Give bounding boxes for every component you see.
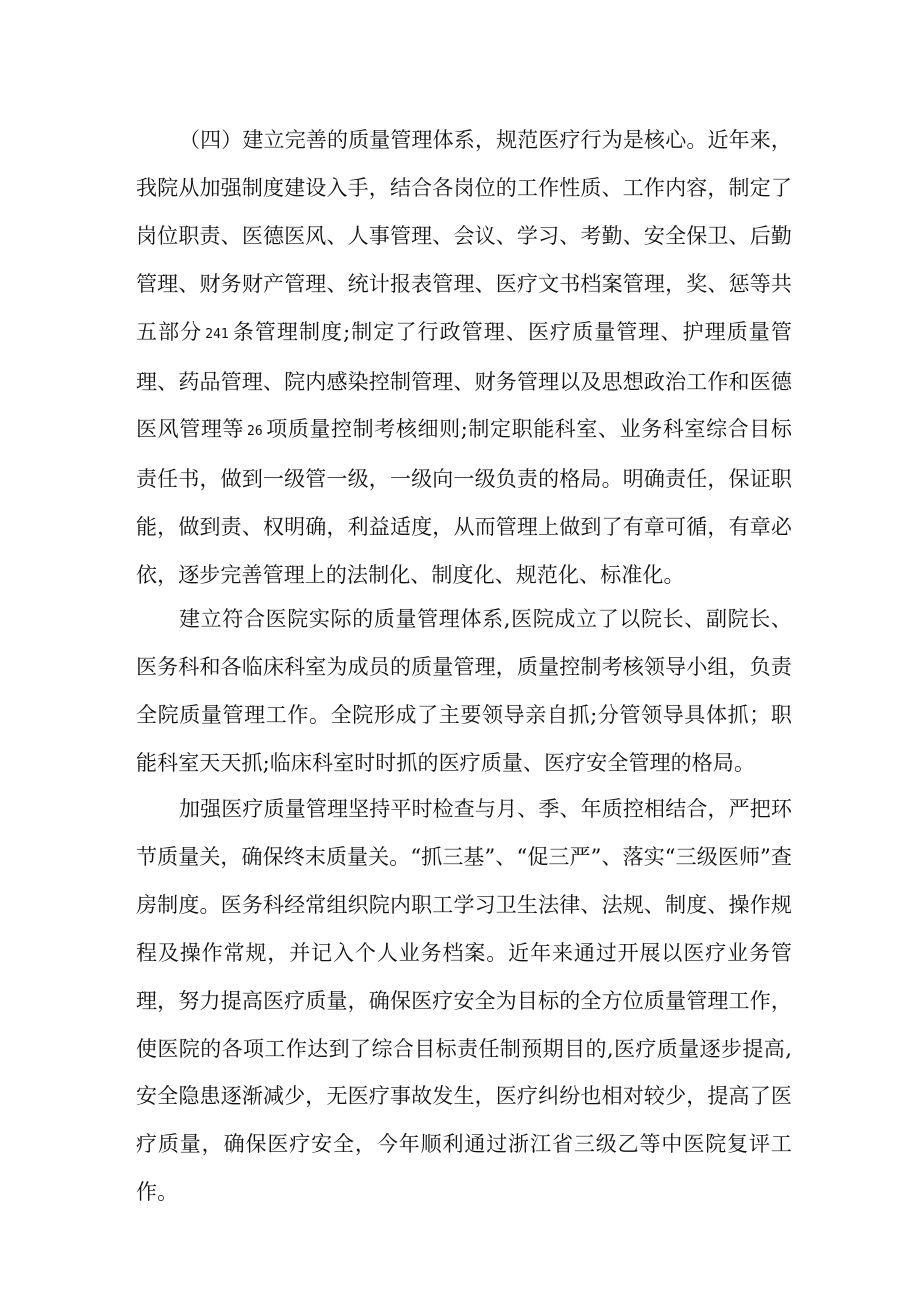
paragraph-quality-control: 加强医疗质量管理坚持平时检查与月、季、年质控相结合，严把环节质量关，确保终末质量关。“抓三基”、“促三严”、落实“三级医师”查房制度。医务科经常组织院内职工学习卫生法律、法规、制度、操作规程及操作常规，并记入个人业务档案。近年来通过开展以医疗业务管理，努力提高医疗质量，确保医疗安全为目标的全方位质量管理工作，使医院的各项工作达到了综合目标责任制预期目的,医疗质量逐步提高,安全隐患逐渐减少，无医疗事故发生，医疗纠纷也相对较少，提高了医疗质量，确保医疗安全，今年顺利通过浙江省三级乙等中医院复评工作。	[136, 797, 792, 1205]
rule-count: 241	[205, 326, 229, 342]
paragraph-quality-system	[136, 117, 792, 596]
paragraph-management-structure: 建立符合医院实际的质量管理体系,医院成立了以院长、副院长、医务科和各临床科室为成员的质量管理，质量控制考核领导小组，负责全院质量管理工作。全院形成了主要领导亲自抓;分管领导具体抓；职能科室天天抓;临床科室时时抓的医疗质量、医疗安全管理的格局。	[136, 607, 792, 775]
section-label: （四）	[179, 128, 243, 152]
document-body	[136, 117, 792, 1217]
paragraph-text: 条管理制度;制定了行政管理、医疗质量管理、护理质量管理、药品管理、院内感染控制管理、财务管理以及思想政治工作和医德医风管理等	[136, 319, 792, 442]
detail-count: 26	[247, 424, 263, 440]
paragraph-text: 建立完善的质量管理体系，规范医疗行为是核心。近年来，我院从加强制度建设入手，结合各岗位的工作性质、工作内容，制定了岗位职责、医德医风、人事管理、会议、学习、考勤、安全保卫、后勤管理、财务财产管理、统计报表管理、医疗文书档案管理，奖、惩等共五部分	[136, 128, 792, 344]
paragraph-text: 项质量控制考核细则;制定职能科室、业务科室综合目标责任书，做到一级管一级，一级向一级负责的格局。明确责任，保证职能，做到责、权明确，利益适度，从而管理上做到了有章可循，有章必依，逐步完善管理上的法制化、制度化、规范化、标准化。	[136, 417, 792, 588]
